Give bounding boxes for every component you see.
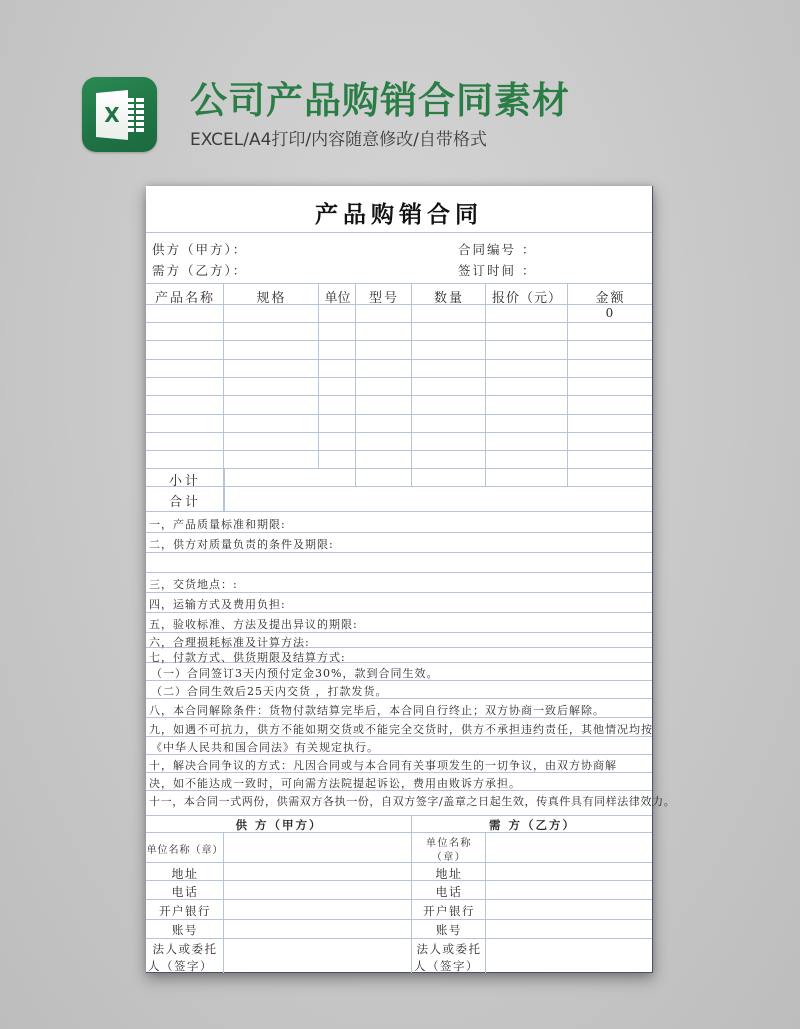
signature-row-unit[interactable] — [146, 833, 652, 863]
clause-row — [146, 533, 652, 553]
buyer-header: 需 方（乙方） — [488, 818, 576, 832]
buyer-legal-label-line1: 法人或委托 — [416, 942, 482, 956]
clause-row — [146, 681, 652, 699]
total-row — [146, 487, 652, 512]
excel-x-letter: X — [104, 103, 120, 127]
clause-row — [146, 613, 652, 633]
excel-grid-shape — [128, 98, 144, 132]
subtotal-label: 小计 — [168, 474, 201, 489]
table-row[interactable] — [146, 305, 652, 323]
clause-7-2: （二）合同生效后25天内交货 ，打款发货。 — [151, 685, 388, 698]
clause-6: 六，合理损耗标准及计算方法: — [149, 636, 310, 649]
clause-3: 三，交货地点：: — [149, 578, 238, 591]
contract-no-label: 合同编号 ： — [458, 242, 537, 257]
clause-row — [146, 633, 652, 648]
buyer-legal-label-line2: 人（签字） — [414, 959, 479, 973]
table-row[interactable] — [146, 433, 652, 451]
table-row[interactable] — [146, 323, 652, 341]
col-header-model: 型号 — [368, 291, 399, 306]
supplier-label: 供方（甲方）： — [152, 242, 248, 257]
clause-row-blank — [146, 553, 652, 573]
clause-7-1: （一）合同签订3天内预付定金30%，款到合同生效。 — [151, 667, 439, 680]
table-row[interactable] — [146, 415, 652, 433]
buyer-address-label: 地址 — [435, 867, 463, 881]
buyer-unit-name-label-line1: 单位名称 — [426, 838, 472, 849]
col-header-spec: 规格 — [256, 291, 287, 306]
signature-row-phone[interactable] — [146, 881, 652, 900]
buyer-account-label: 账号 — [436, 923, 462, 937]
buyer-phone-label: 电话 — [435, 885, 463, 899]
excel-icon — [82, 77, 157, 152]
amount-cell[interactable]: 0 — [605, 306, 616, 320]
banner-title: 公司产品购销合同素材 — [190, 79, 570, 122]
table-row[interactable] — [146, 378, 652, 396]
buyer-unit-name-label-line2: （章） — [431, 852, 467, 863]
title-row — [146, 186, 652, 233]
col-header-amount: 金额 — [595, 291, 626, 306]
col-header-price: 报价（元） — [491, 291, 562, 306]
signature-row-bank[interactable] — [146, 900, 652, 920]
clause-row — [146, 648, 652, 663]
table-row[interactable] — [146, 451, 652, 469]
clause-row — [146, 791, 676, 815]
clause-row — [146, 663, 652, 681]
clause-row — [146, 755, 652, 773]
col-header-unit: 单位 — [324, 291, 351, 306]
col-header-product-name: 产品名称 — [154, 291, 215, 306]
clause-row — [146, 512, 652, 533]
sign-date-label: 签订时间 ： — [458, 263, 537, 278]
clause-row — [146, 718, 652, 737]
clause-row — [146, 737, 652, 755]
signature-row-legal[interactable] — [146, 939, 652, 974]
buyer-bank-label: 开户银行 — [423, 904, 475, 918]
supplier-phone-label: 电话 — [171, 885, 199, 899]
buyer-label: 需方（乙方）： — [152, 263, 248, 278]
clause-row — [146, 593, 652, 613]
supplier-legal-label-line1: 法人或委托 — [152, 942, 218, 956]
table-row[interactable] — [146, 341, 652, 360]
product-table — [146, 284, 652, 512]
clause-8: 八，本合同解除条件：货物付款结算完毕后，本合同自行终止；双方协商一致后解除。 — [149, 704, 605, 717]
subtotal-row — [146, 469, 652, 487]
clause-5: 五，验收标准、方法及提出异议的期限: — [149, 618, 358, 631]
parties-info — [146, 233, 652, 284]
clause-row — [146, 573, 652, 593]
total-label: 合计 — [168, 495, 201, 510]
supplier-unit-name-label: 单位名称（章） — [146, 845, 224, 856]
col-header-quantity: 数量 — [433, 291, 464, 306]
clause-9-cont: 《中华人民共和国合同法》有关规定执行。 — [151, 741, 379, 754]
table-row[interactable] — [146, 396, 652, 415]
clause-9: 九，如遇不可抗力，供方不能如期交货或不能完全交货时，供方不承担违约责任，其他情况均按 — [149, 723, 653, 736]
clause-row — [146, 699, 652, 718]
supplier-address-label: 地址 — [171, 867, 199, 881]
supplier-legal-label-line2: 人（签字） — [148, 959, 213, 973]
signature-block — [146, 815, 652, 973]
clause-1: 一，产品质量标准和期限: — [149, 518, 286, 531]
supplier-bank-label: 开户银行 — [159, 904, 211, 918]
supplier-account-label: 账号 — [172, 923, 198, 937]
clause-10: 十，解决合同争议的方式：凡因合同或与本合同有关事项发生的一切争议，由双方协商解 — [149, 759, 617, 772]
document-title: 产品购销合同 — [315, 201, 483, 228]
clause-7: 七，付款方式、供货期限及结算方式: — [149, 651, 346, 664]
supplier-header: 供 方（甲方） — [235, 818, 323, 832]
clause-row — [146, 773, 652, 791]
clause-4: 四，运输方式及费用负担: — [149, 598, 286, 611]
table-row[interactable] — [146, 360, 652, 378]
contract-sheet — [146, 186, 676, 973]
signature-header-row — [146, 816, 652, 833]
table-header-row — [146, 284, 652, 305]
clause-11: 十一，本合同一式两份，供需双方各执一份，自双方签字/盖章之日起生效，传真件具有同样法律效力。 — [149, 795, 676, 808]
clause-2: 二，供方对质量负责的条件及期限: — [149, 538, 334, 551]
banner-subtitle: EXCEL/A4打印/内容随意修改/自带格式 — [190, 130, 487, 150]
signature-row-address[interactable] — [146, 863, 652, 881]
signature-row-account[interactable] — [146, 920, 652, 939]
clause-10-cont: 决，如不能达成一致时，可向需方法院提起诉讼，费用由败诉方承担。 — [149, 777, 521, 790]
